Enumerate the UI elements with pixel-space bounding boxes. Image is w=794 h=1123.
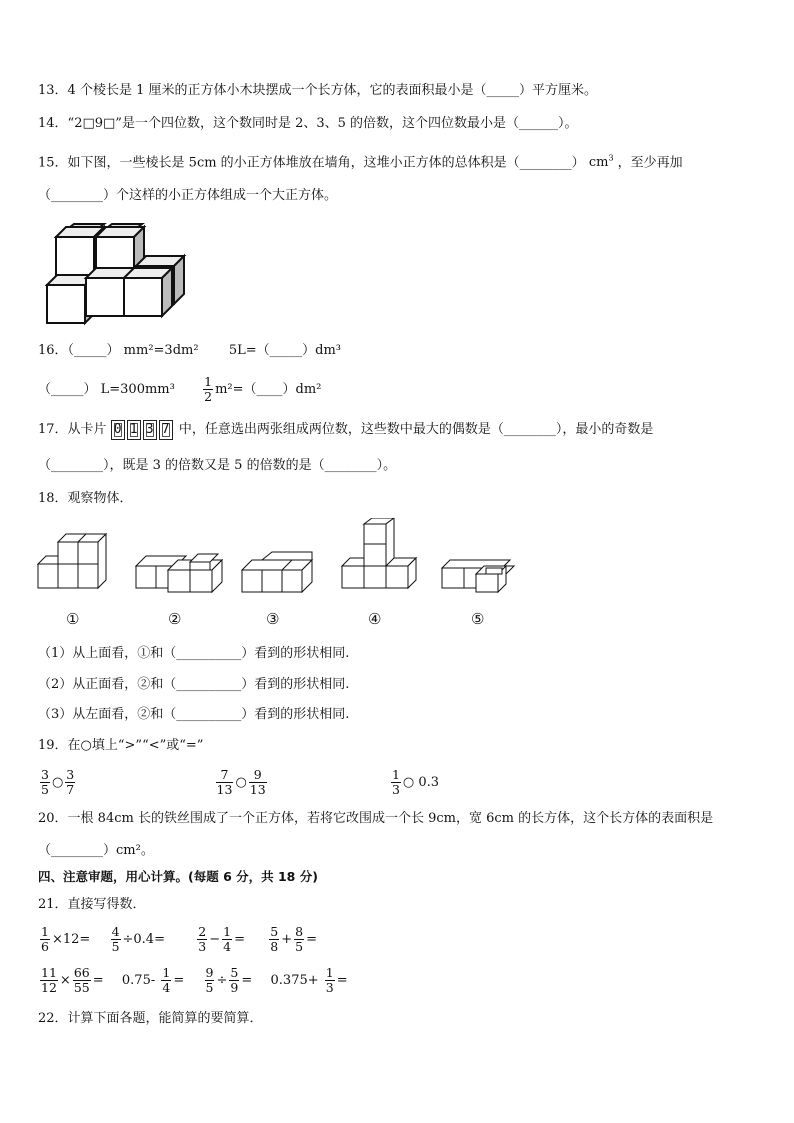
figure-4 [342,518,416,588]
figure-label-3: ③ [266,610,280,628]
figure-label-1: ① [66,610,80,628]
figure-label-2: ② [168,610,182,628]
question-16-row2 [38,372,321,408]
question-17-line2: （________），既是 3 的倍数又是 5 的倍数的是（________）。 [38,458,397,473]
card-7: 7 [159,420,173,440]
question-21-row2 [38,962,348,1000]
cube-stack-figure [44,222,189,326]
question-13: 13．4 个棱长是 1 厘米的正方体小木块摆成一个长方体，它的表面积最小是（_____）平方厘米。 [38,83,597,98]
section-4-heading: 四、注意审题，用心计算。(每题 6 分，共 18 分) [38,869,318,884]
question-21-row1 [38,922,317,958]
question-16-row1 [38,342,341,360]
q21-r2-b: 0.75- $\frac{1}{4}$ = [121,964,185,995]
observe-objects-figures [36,518,526,596]
q21-r1-b: $\frac{4}{5}$ ÷0.4= [111,923,165,954]
q15-unit: $cm^3$ [588,154,614,171]
figure-2 [136,554,222,592]
figure-label-5: ⑤ [471,610,485,628]
q16-a: 16．（_____） mm²=3dm² [38,343,199,358]
card-0: 0 [111,420,125,440]
q17-suffix: 中，任意选出两张组成两位数，这些数中最大的偶数是（________），最小的奇数是 [178,422,654,437]
q17-prefix: 17．从卡片 [38,422,107,437]
q21-r1-d: $\frac{5}{8}$ + $\frac{8}{5}$ = [270,923,317,954]
q21-r2-d: 0.375+ $\frac{1}{3}$ = [270,964,348,995]
q19-item-2: $\frac{7}{13}$ ○ $\frac{9}{13}$ [216,766,266,797]
question-17-line1 [38,418,653,442]
question-20-line1: 20．一根 84cm 长的铁丝围成了一个正方体，若将它改围成一个长 9cm，宽 6cm 的长方体，这个长方体的表面积是 [38,811,714,826]
q19-item-3: $\frac{1}{3}$ ○ 0.3 [391,766,440,797]
question-18-title: 18．观察物体． [38,491,133,506]
figure-label-4: ④ [368,610,382,628]
q21-r1-a: $\frac{1}{6}$ ×12= [41,923,91,954]
question-18-sub1: （1）从上面看，①和（__________）看到的形状相同. [38,646,350,661]
q21-r2-c: $\frac{9}{5}$ ÷ $\frac{5}{9}$ = [205,964,253,995]
question-19-title: 19．在○填上“>”“<”或“=” [38,738,204,753]
question-19-items [38,764,439,802]
q16-fraction: $\frac{1}{2}$ [204,373,213,404]
q19-item-1: $\frac{3}{5}$ ○ $\frac{3}{7}$ [41,766,75,797]
question-15-line1 [38,150,683,172]
figure-5 [442,560,514,592]
q15-text-b: ，至少再加 [617,155,683,171]
q15-text-a: 15．如下图，一些棱长是 5cm 的小正方体堆放在墙角，这堆小正方体的总体积是（________） [38,155,585,171]
figure-1 [38,534,106,588]
card-1: 1 [127,420,141,440]
question-22: 22．计算下面各题，能简算的要简算． [38,1011,263,1026]
q16-b: 5L=（_____）dm³ [228,343,342,358]
card-3: 3 [143,420,157,440]
q21-r2-a: $\frac{11}{12}$ × $\frac{66}{55}$ = [41,964,104,995]
question-14: 14．“2□9□”是一个四位数，这个数同时是 2、3、5 的倍数，这个四位数最小是（______）。 [38,116,578,131]
q16-c: （_____） L=300mm³ [38,382,175,397]
q16-d: m²=（____）dm² [215,382,322,397]
question-15-line2: （________）个这样的小正方体组成一个大正方体。 [38,188,338,203]
question-20-line2: （________）cm²。 [38,843,154,858]
question-18-sub2: （2）从正面看，②和（__________）看到的形状相同. [38,677,350,692]
question-18-sub3: （3）从左面看，②和（__________）看到的形状相同. [38,707,350,722]
figure-3 [242,552,312,592]
question-21-title: 21．直接写得数． [38,897,146,912]
q21-r1-c: $\frac{2}{3}$ − $\frac{1}{4}$ = [198,923,245,954]
